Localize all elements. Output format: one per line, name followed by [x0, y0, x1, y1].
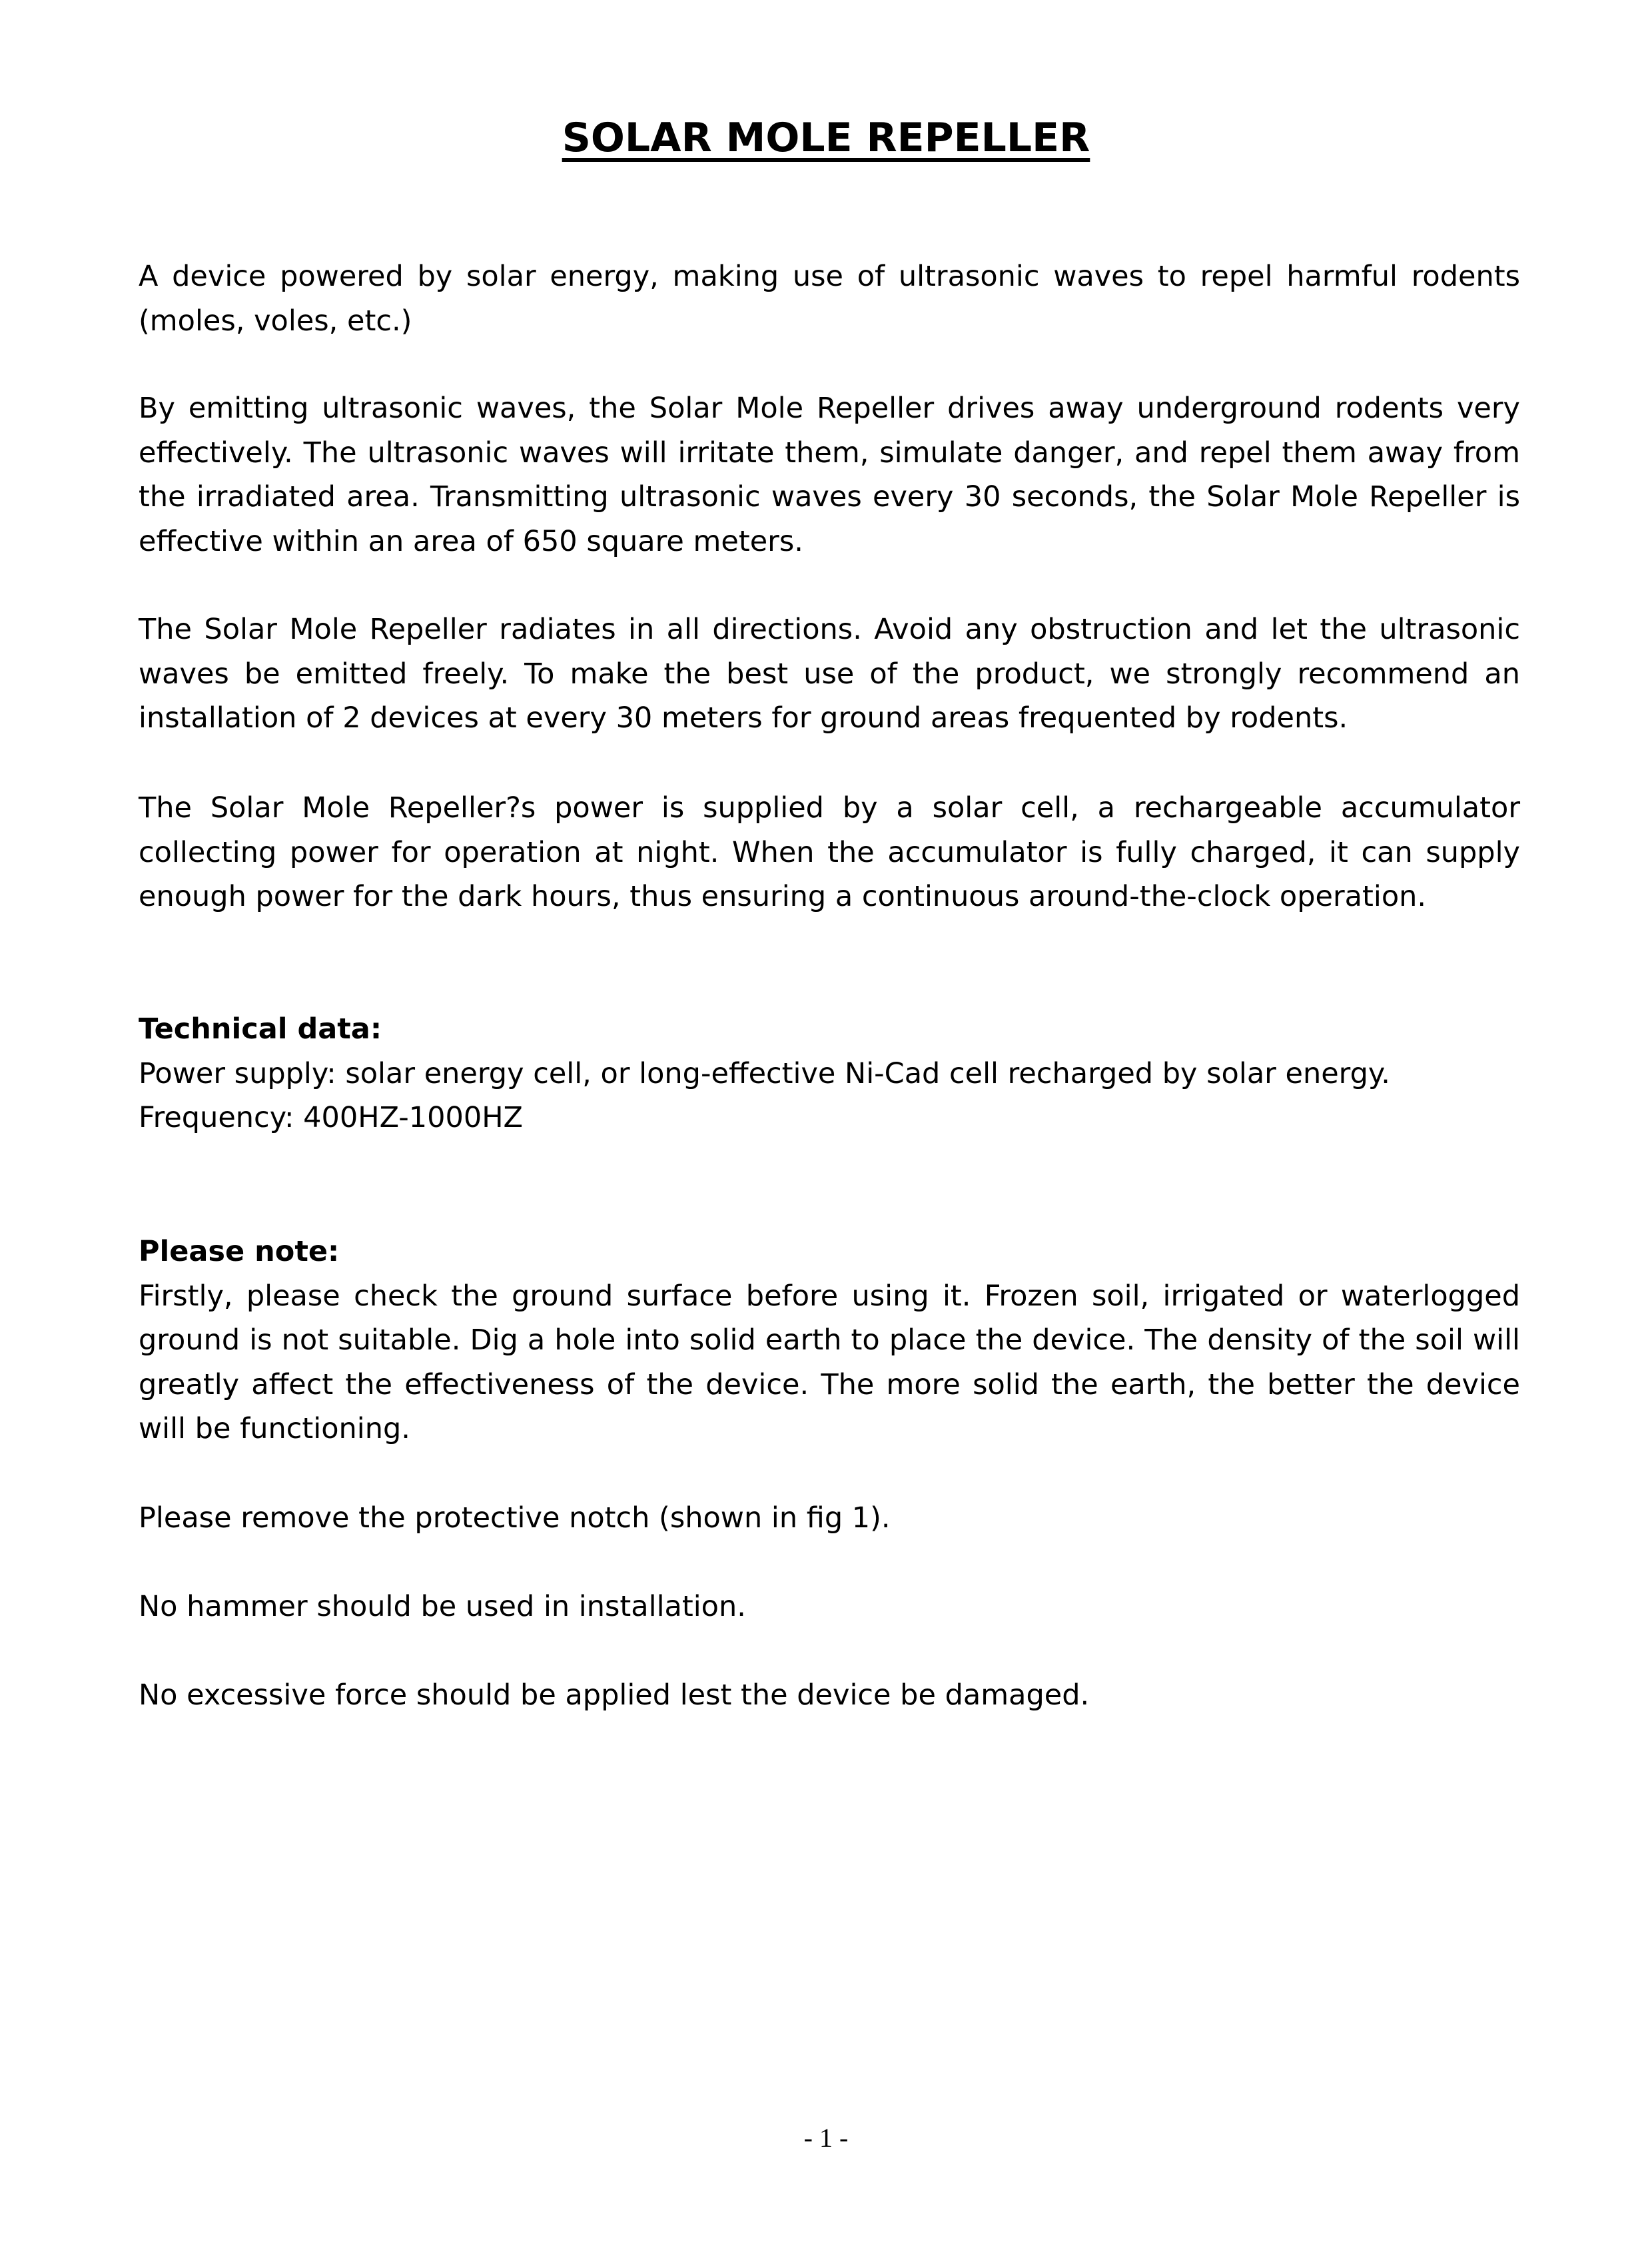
please-note-section [139, 1230, 1520, 1451]
please-note-heading: Please note: [139, 1235, 340, 1268]
power-supply-line: Power supply: solar energy cell, or long-effective Ni-Cad cell recharged by solar energy. [139, 1056, 1390, 1090]
document-title [0, 115, 1652, 161]
note-paragraph: Firstly, please check the ground surface before using it. Frozen soil, irrigated or waterlogged ground is not suitable. Dig a hole into solid earth to place the device. The density of the soil will greatly affect the effectiveness of the device. The more solid the earth, the better the device will be functioning. [139, 1279, 1520, 1445]
title-text: SOLAR MOLE REPELLER [562, 115, 1090, 161]
paragraph: The Solar Mole Repeller?s power is supplied by a solar cell, a rechargeable accumulator collecting power for operation at night. When the accumulator is fully charged, it can supply enough power for the dark hours, thus ensuring a continuous around-the-clock operation. [139, 791, 1520, 913]
paragraph: A device powered by solar energy, making use of ultrasonic waves to repel harmful rodents (moles, voles, etc.) [139, 260, 1520, 338]
note-protective-notch [139, 1496, 1520, 1541]
paragraph: The Solar Mole Repeller radiates in all directions. Avoid any obstruction and let the ultrasonic waves be emitted freely. To make the best use of the product, we strongly recommend an installation of 2 devices at every 30 meters for ground areas frequented by rodents. [139, 613, 1520, 735]
technical-data-section [139, 1007, 1520, 1140]
note-no-hammer [139, 1585, 1520, 1629]
technical-data-heading: Technical data: [139, 1012, 382, 1046]
note-paragraph: No excessive force should be applied lest the device be damaged. [139, 1679, 1090, 1712]
note-paragraph: No hammer should be used in installation. [139, 1590, 746, 1623]
intro-paragraph-1 [139, 254, 1520, 343]
intro-paragraph-2 [139, 386, 1520, 563]
page-number: - 1 - [803, 2123, 849, 2153]
note-paragraph: Please remove the protective notch (shown in fig 1). [139, 1501, 891, 1535]
note-no-force [139, 1673, 1520, 1718]
intro-paragraph-3 [139, 607, 1520, 741]
paragraph: By emitting ultrasonic waves, the Solar Mole Repeller drives away underground rodents very effectively. The ultrasonic waves will irritate them, simulate danger, and repel them away from the irradiated area. Transmitting ultrasonic waves every 30 seconds, the Solar Mole Repeller is effective within an area of 650 square meters. [139, 392, 1520, 558]
frequency-line: Frequency: 400HZ-1000HZ [139, 1101, 524, 1134]
intro-paragraph-4 [139, 786, 1520, 919]
